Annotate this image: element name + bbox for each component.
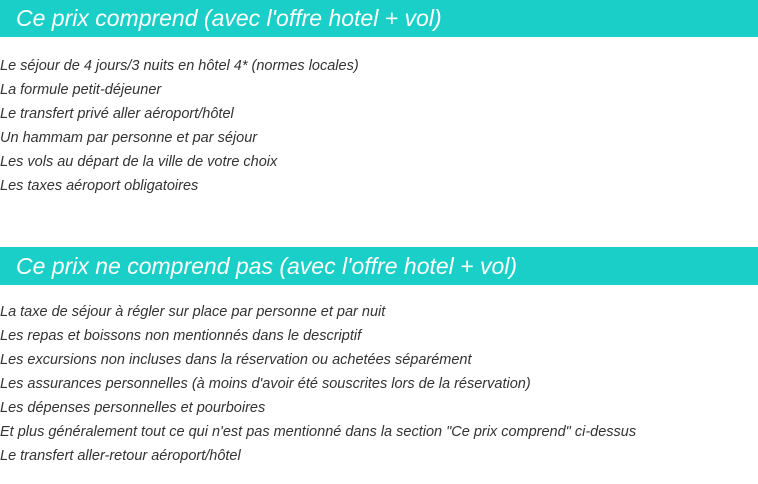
- excludes-list: [0, 300, 636, 468]
- excludes-list-item: Les dépenses personnelles et pourboires: [0, 400, 266, 416]
- includes-section-title: Ce prix comprend (avec l'offre hotel + vol): [0, 0, 758, 37]
- includes-list-item: Les taxes aéroport obligatoires: [0, 178, 199, 194]
- includes-list-item: Le séjour de 4 jours/3 nuits en hôtel 4* (normes locales): [0, 58, 359, 74]
- excludes-section-title: Ce prix ne comprend pas (avec l'offre hotel + vol): [0, 247, 758, 285]
- excludes-list-item: Les assurances personnelles (à moins d'avoir été souscrites lors de la réservation): [0, 376, 531, 392]
- includes-list-item: Le transfert privé aller aéroport/hôtel: [0, 106, 234, 122]
- excludes-list-item: Les repas et boissons non mentionnés dans le descriptif: [0, 328, 362, 344]
- excludes-list-item: Le transfert aller-retour aéroport/hôtel: [0, 448, 241, 464]
- excludes-list-item: Les excursions non incluses dans la réservation ou achetées séparément: [0, 352, 472, 368]
- includes-list-item: La formule petit-déjeuner: [0, 82, 162, 98]
- excludes-list-item: Et plus généralement tout ce qui n'est pas mentionné dans la section "Ce prix comprend" ci-dessus: [0, 424, 637, 440]
- includes-list-item: Les vols au départ de la ville de votre choix: [0, 154, 278, 170]
- includes-list: [0, 54, 359, 198]
- excludes-list-item: La taxe de séjour à régler sur place par personne et par nuit: [0, 304, 386, 320]
- includes-list-item: Un hammam par personne et par séjour: [0, 130, 258, 146]
